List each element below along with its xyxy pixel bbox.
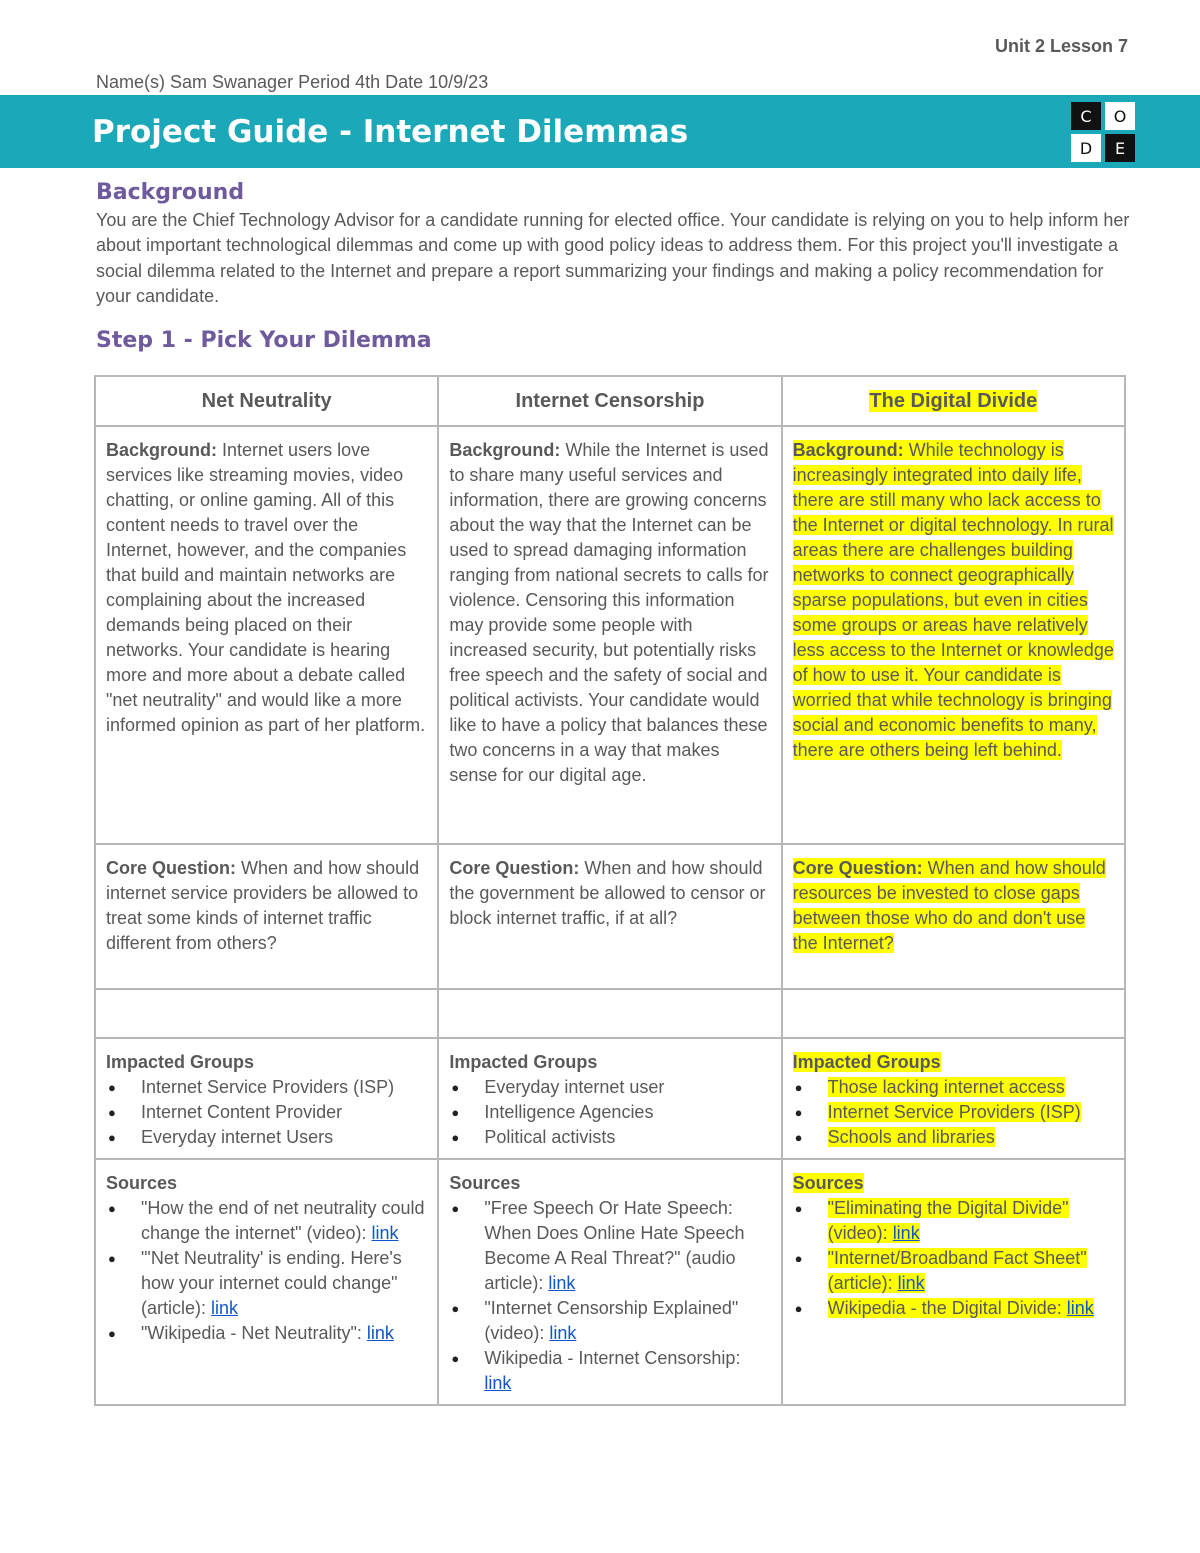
source-link[interactable]: link — [1066, 1298, 1094, 1318]
impacted-groups-label: Impacted Groups — [449, 1052, 598, 1072]
cell-sources-net-neutrality — [95, 1159, 438, 1405]
empty-cell — [782, 989, 1125, 1038]
list-item: ● Wikipedia - the Digital Divide: link — [793, 1296, 1114, 1321]
impacted-groups-list — [793, 1075, 1114, 1150]
column-title: Net Neutrality — [201, 390, 332, 412]
impacted-groups-list — [449, 1075, 770, 1150]
impacted-groups-list — [106, 1075, 427, 1150]
source-link[interactable]: link — [366, 1323, 394, 1343]
sources-list — [449, 1196, 770, 1396]
background-text: While the Internet is used to share many useful services and information, there are growing concerns about the way that the Internet can be used to spread damaging information ranging from national secrets to calls for violence. Censoring this information may provide some people with increased security, but potentially risks free speech and the safety of social and political activists. Your candidate would like to have a policy that balances these two concerns in a way that makes sense for our digital age. — [449, 440, 769, 785]
list-item: ● "Free Speech Or Hate Speech: When Does Online Hate Speech Become A Real Threat?" (audio article): link — [449, 1196, 770, 1296]
core-question-label: Core Question: — [792, 858, 923, 878]
list-item: ● Intelligence Agencies — [449, 1100, 770, 1125]
column-header-net-neutrality — [95, 376, 438, 426]
list-item: ● Schools and libraries — [793, 1125, 1114, 1150]
table-row-background — [95, 426, 1125, 844]
cell-core-question-internet-censorship — [438, 844, 781, 989]
source-link[interactable]: link — [897, 1273, 925, 1293]
cell-sources-digital-divide — [782, 1159, 1125, 1405]
code-logo — [1071, 102, 1135, 162]
table-row-core-question — [95, 844, 1125, 989]
background-text: Internet users love services like streaming movies, video chatting, or online gaming. All of this content needs to travel over the Internet, however, and the companies that build and maintain networks are complaining about the increased demands being placed on their networks. Your candidate is hearing more and more about a debate called "net neutrality" and would like a more informed opinion as part of her platform. — [106, 440, 426, 735]
source-link[interactable]: link — [549, 1323, 577, 1343]
table-row-impacted-groups — [95, 1038, 1125, 1159]
core-question-label: Core Question: — [449, 858, 580, 878]
cell-background-net-neutrality — [95, 426, 438, 844]
sources-label: Sources — [792, 1173, 864, 1193]
list-item: ● "How the end of net neutrality could change the internet" (video): link — [106, 1196, 427, 1246]
source-link[interactable]: link — [211, 1298, 239, 1318]
list-item: ● Political activists — [449, 1125, 770, 1150]
list-item: ● Wikipedia - Internet Censorship: link — [449, 1346, 770, 1396]
page-title: Project Guide - Internet Dilemmas — [92, 113, 689, 150]
list-item: ● Internet Content Provider — [106, 1100, 427, 1125]
background-paragraph: You are the Chief Technology Advisor for a candidate running for elected office. Your candidate is relying on you to help inform her about important technological dilemmas and come up with good policy ideas to address them. For this project you'll investigate a social dilemma related to the Internet and prepare a report summarizing your findings and making a policy recommendation for your candidate. — [96, 210, 1130, 306]
list-item: ● Everyday internet user — [449, 1075, 770, 1100]
column-title: The Digital Divide — [869, 390, 1038, 412]
table-row-empty — [95, 989, 1125, 1038]
column-title: Internet Censorship — [515, 390, 705, 412]
logo-letter-d: D — [1071, 134, 1101, 162]
list-item: ● Internet Service Providers (ISP) — [106, 1075, 427, 1100]
empty-cell — [438, 989, 781, 1038]
cell-core-question-digital-divide — [782, 844, 1125, 989]
column-header-digital-divide — [782, 376, 1125, 426]
list-item: ● "Wikipedia - Net Neutrality": link — [106, 1321, 427, 1346]
core-question-label: Core Question: — [106, 858, 237, 878]
background-label: Background: — [792, 440, 904, 460]
sources-label: Sources — [106, 1173, 178, 1193]
step1-heading: Step 1 - Pick Your Dilemma — [96, 328, 432, 353]
sources-list — [106, 1196, 427, 1346]
impacted-groups-label: Impacted Groups — [792, 1052, 941, 1072]
dilemma-table — [94, 375, 1126, 1406]
core-question-text: When and how should internet service providers be allowed to treat some kinds of internet traffic different from others? — [106, 858, 420, 953]
list-item: ● "'Net Neutrality' is ending. Here's how your internet could change" (article): link — [106, 1246, 427, 1321]
cell-impacted-groups-internet-censorship — [438, 1038, 781, 1159]
name-period-date-line: Name(s) Sam Swanager Period 4th Date 10/9/23 — [96, 72, 489, 92]
core-question-text: When and how should the government be allowed to censor or block internet traffic, if at all? — [449, 858, 766, 928]
background-text: While technology is increasingly integrated into daily life, there are still many who lack access to the Internet or digital technology. In rural areas there are challenges building networks to connect geographically sparse populations, but even in cities some groups or areas have relatively less access to the Internet or knowledge of how to use it. Your candidate is worried that while technology is bringing social and economic benefits to many, there are others being left behind. — [792, 440, 1114, 760]
unit-lesson-label: Unit 2 Lesson 7 — [994, 36, 1128, 56]
logo-letter-e: E — [1105, 134, 1135, 162]
cell-background-digital-divide — [782, 426, 1125, 844]
list-item: ● Those lacking internet access — [793, 1075, 1114, 1100]
cell-sources-internet-censorship — [438, 1159, 781, 1405]
cell-impacted-groups-digital-divide — [782, 1038, 1125, 1159]
list-item: ● Everyday internet Users — [106, 1125, 427, 1150]
title-banner — [0, 95, 1200, 168]
cell-background-internet-censorship — [438, 426, 781, 844]
list-item: ● "Internet/Broadband Fact Sheet" (article): link — [793, 1246, 1114, 1296]
table-row-sources — [95, 1159, 1125, 1405]
logo-letter-c: C — [1071, 102, 1101, 130]
list-item: ● Internet Service Providers (ISP) — [793, 1100, 1114, 1125]
impacted-groups-label: Impacted Groups — [106, 1052, 255, 1072]
background-label: Background: — [449, 440, 561, 460]
sources-label: Sources — [449, 1173, 521, 1193]
sources-list — [793, 1196, 1114, 1321]
list-item: ● "Eliminating the Digital Divide" (video): link — [793, 1196, 1114, 1246]
background-heading: Background — [96, 180, 245, 205]
background-label: Background: — [106, 440, 218, 460]
cell-impacted-groups-net-neutrality — [95, 1038, 438, 1159]
source-link[interactable]: link — [892, 1223, 920, 1243]
source-link[interactable]: link — [548, 1273, 576, 1293]
empty-cell — [95, 989, 438, 1038]
core-question-text: When and how should resources be invested to close gaps between those who do and don't use the Internet? — [792, 858, 1106, 953]
column-header-internet-censorship — [438, 376, 781, 426]
source-link[interactable]: link — [371, 1223, 399, 1243]
source-link[interactable]: link — [484, 1373, 512, 1393]
table-header-row — [95, 376, 1125, 426]
list-item: ● "Internet Censorship Explained" (video): link — [449, 1296, 770, 1346]
cell-core-question-net-neutrality — [95, 844, 438, 989]
logo-letter-o: O — [1105, 102, 1135, 130]
